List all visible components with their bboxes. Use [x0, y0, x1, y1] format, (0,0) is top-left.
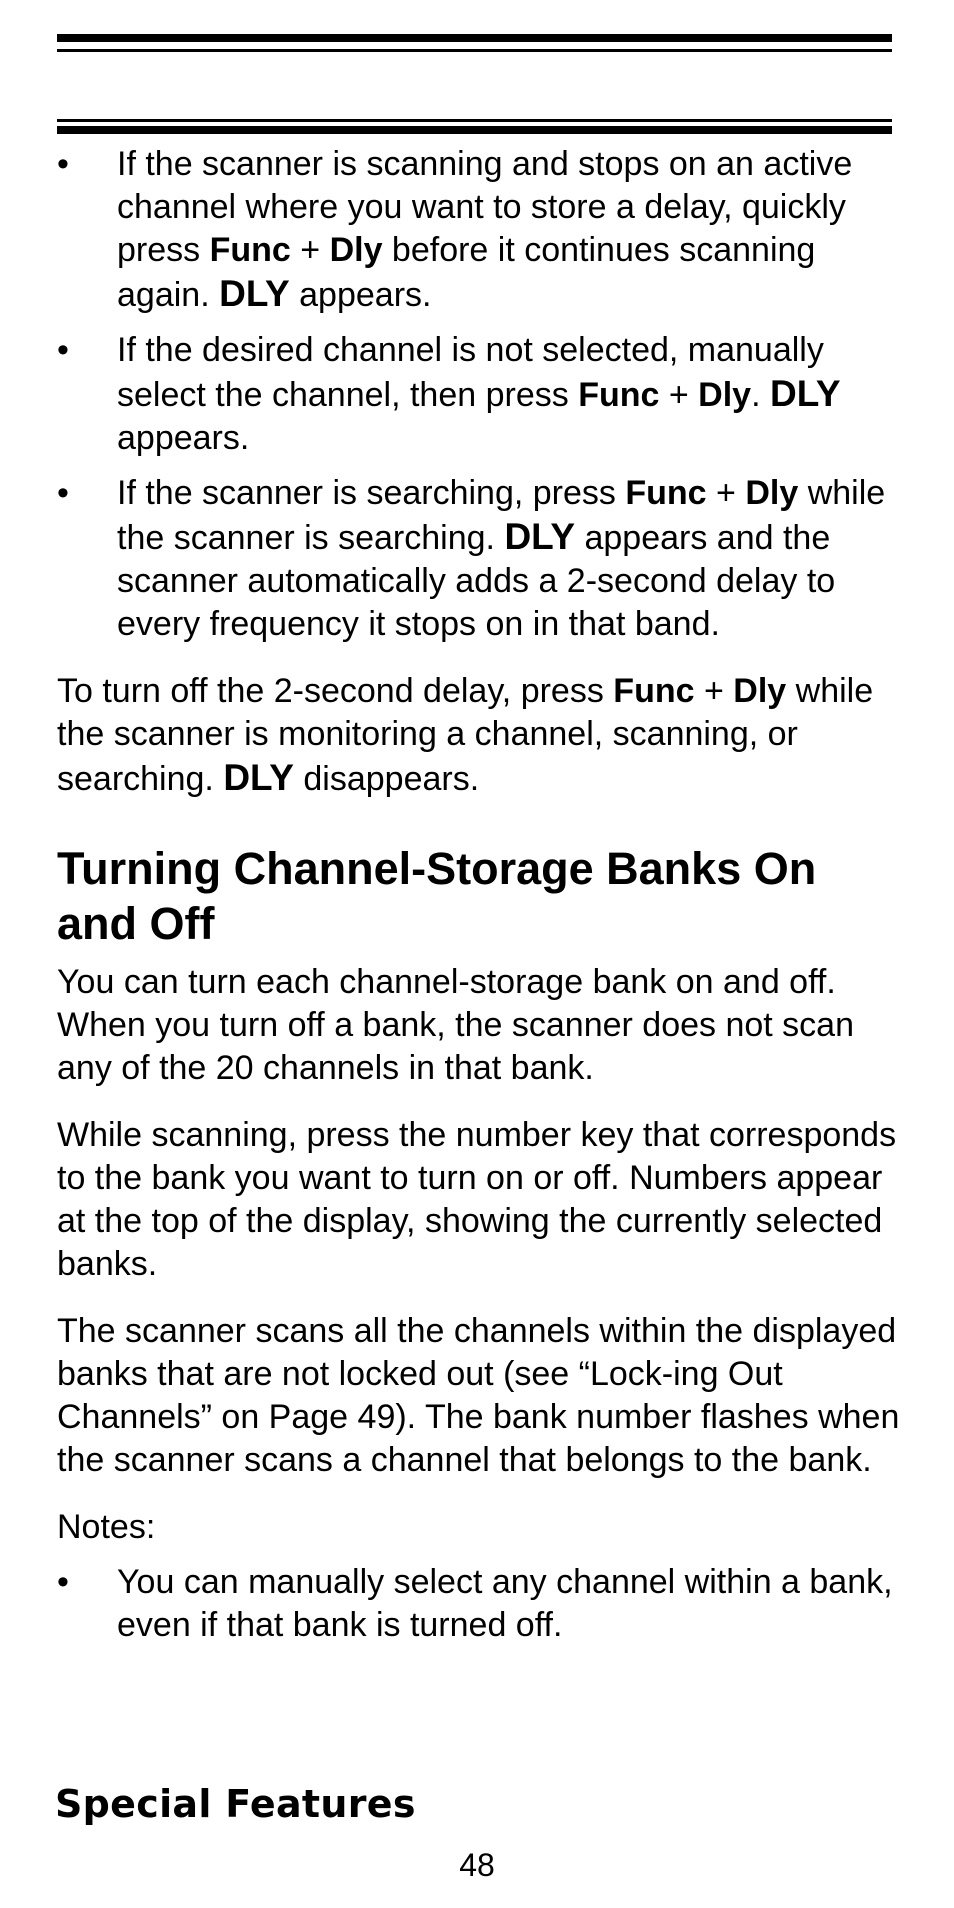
item-text: If the scanner is scanning and stops on an active channel where you want to store a delay, quickly press	[117, 145, 853, 269]
bullet-icon: •	[57, 474, 69, 512]
plus-sign: +	[659, 376, 699, 414]
list-item	[57, 329, 902, 460]
bank-intro-paragraph: You can turn each channel-storage bank on and off. When you turn off a bank, the scanner does not scan any of the 20 channels in that bank.	[57, 963, 854, 1087]
bullet-icon: •	[57, 145, 69, 183]
item-text: before it continues scanning again.	[117, 231, 816, 314]
footer-section-title: Special Features	[55, 1782, 416, 1826]
bank-toggle-paragraph: While scanning, press the number key that corresponds to the bank you want to turn on or off. Numbers appear at the top of the display, showing the currently selected banks.	[57, 1116, 897, 1283]
notes-label: Notes:	[57, 1508, 156, 1546]
func-key-label: Func	[578, 376, 660, 414]
notes-list	[57, 1561, 902, 1647]
item-text: while the scanner is searching.	[117, 474, 886, 557]
header-rule-thin-top	[57, 49, 892, 52]
header-rule-thick-bottom	[57, 126, 892, 134]
dly-indicator: DLY	[504, 516, 576, 557]
delay-bullet-list	[57, 143, 902, 646]
para-text: disappears.	[293, 760, 480, 798]
header-rule-thin-bottom	[57, 119, 892, 122]
func-key-label: Func	[625, 474, 707, 512]
dly-key-label: Dly	[745, 474, 799, 512]
func-key-label: Func	[613, 672, 695, 710]
func-key-label: Func	[209, 231, 291, 269]
page-content	[57, 143, 902, 1659]
item-text: You can manually select any channel within a bank, even if that bank is turned off.	[117, 1563, 893, 1644]
header-rule-thick-top	[57, 34, 892, 42]
item-text: appears.	[289, 276, 432, 314]
list-item	[57, 143, 902, 317]
dly-key-label: Dly	[329, 231, 383, 269]
para-text: while the scanner is monitoring a channel, scanning, or searching.	[57, 672, 874, 798]
plus-sign: +	[706, 474, 746, 512]
dly-key-label: Dly	[733, 672, 787, 710]
dly-indicator: DLY	[769, 373, 841, 414]
list-item	[57, 1561, 902, 1647]
para-text: To turn off the 2-second delay, press	[57, 672, 614, 710]
list-item	[57, 472, 902, 646]
dly-indicator: DLY	[219, 273, 290, 314]
section-heading: Turning Channel-Storage Banks On and Off	[57, 843, 817, 949]
plus-sign: +	[290, 231, 330, 269]
dly-indicator: DLY	[223, 757, 294, 798]
dly-key-label: Dly	[698, 376, 752, 414]
turn-off-delay-paragraph	[57, 670, 902, 801]
bank-scan-paragraph: The scanner scans all the channels within the displayed banks that are not locked out (see “Lock-ing Out Channels” on Page 49). The bank number flashes when the scanner scans a channel that belongs to the bank.	[57, 1312, 900, 1479]
item-text: If the desired channel is not selected, manually select the channel, then press	[117, 331, 824, 414]
item-text: If the scanner is searching, press	[117, 474, 626, 512]
bullet-icon: •	[57, 331, 69, 369]
item-text: appears and the scanner automatically adds a 2-second delay to every frequency it stops on in that band.	[117, 519, 836, 643]
page-number: 48	[459, 1847, 495, 1883]
item-text: .	[751, 376, 770, 414]
plus-sign: +	[694, 672, 734, 710]
item-text: appears.	[117, 419, 250, 457]
bullet-icon: •	[57, 1563, 69, 1601]
